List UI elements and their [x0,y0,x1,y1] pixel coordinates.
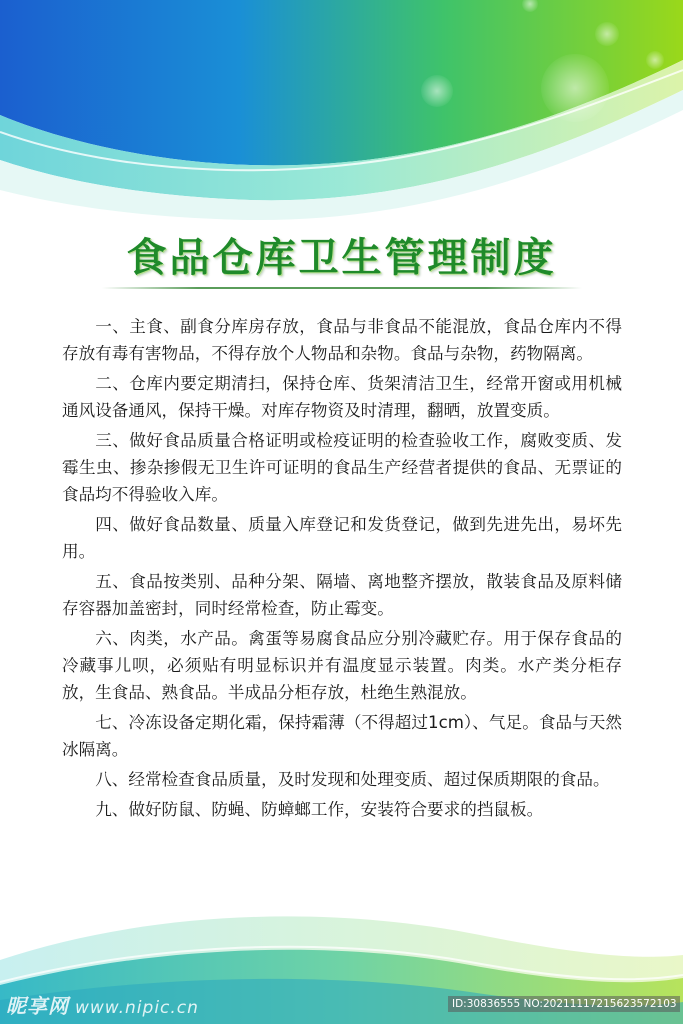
title-divider [102,287,582,289]
image-id-label: ID:30836555 NO:20211117215623572103 [448,996,680,1012]
regulation-item-1: 一、主食、副食分库房存放，食品与非食品不能混放，食品仓库内不得存放有毒有害物品，不得存放个人物品和杂物。食品与杂物，药物隔离。 [62,317,622,363]
regulation-item-6: 六、肉类，水产品。禽蛋等易腐食品应分别冷藏贮存。用于保存食品的冷藏事儿呗，必须贴有明显标识并有温度显示装置。肉类。水产类分柜存放，生食品、熟食品。半成品分柜存放，杜绝生熟混放。 [62,629,622,702]
regulation-item-4: 四、做好食品数量、质量入库登记和发货登记，做到先进先出，易坏先用。 [62,515,622,561]
regulation-item-9: 九、做好防鼠、防蝇、防蟑螂工作，安装符合要求的挡鼠板。 [95,800,544,819]
site-watermark [6,990,199,1019]
poster-title: 食品仓库卫生管理制度 [126,235,557,281]
regulation-list [62,313,622,826]
watermark-brand: 昵享网 [6,994,69,1018]
regulation-item-5: 五、食品按类别、品种分架、隔墙、离地整齐摆放，散装食品及原料储存容器加盖密封，同时经常检查，防止霉变。 [62,572,622,618]
regulation-item-7: 七、冷冻设备定期化霜，保持霜薄（不得超过1cm）、气足。食品与天然冰隔离。 [62,713,622,759]
regulation-item-8: 八、经常检查食品质量，及时发现和处理变质、超过保质期限的食品。 [95,770,610,789]
watermark-url: www.nipic.cn [75,998,199,1018]
regulation-item-3: 三、做好食品质量合格证明或检疫证明的检查验收工作，腐败变质、发霉生虫、掺杂掺假无卫生许可证明的食品生产经营者提供的食品、无票证的食品均不得验收入库。 [62,431,622,504]
regulation-item-2: 二、仓库内要定期清扫，保持仓库、货架清洁卫生，经常开窗或用机械通风设备通风，保持干燥。对库存物资及时清理，翻晒，放置变质。 [62,374,622,420]
